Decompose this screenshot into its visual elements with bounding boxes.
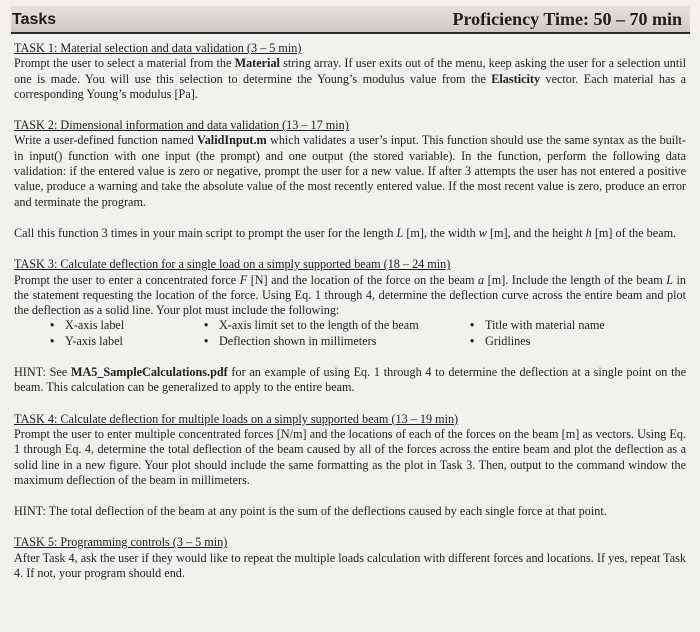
bullet-icon: • [50,333,55,348]
task-4-hint: HINT: The total deflection of the beam at any point is the sum of the deflections caused by each single force at that point. [14,504,607,519]
task-5-heading: TASK 5: Programming controls (3 – 5 min) [14,535,228,550]
task-1-heading: TASK 1: Material selection and data validation (3 – 5 min) [14,41,302,55]
task-3-text: Prompt the user to enter a concentrated force F [N] and the location of the force on the beam a [m]. Include the length of the beam L in the statement requesting the location of the force. Using Eq. 1 through 4, determine the deflection curve across the entire beam and plot the deflection as a solid line. Your plot must include the following: [14,272,687,318]
task-1-text: Prompt the user to select a material from the Material string array. If user exits out of the menu, keep asking the user for a selection until one is made. You will use this selection to determine the Young’s modulus value from the Elasticity vector. Each material has a corresponding Young’s modulus [Pa]. [14,56,686,101]
task-5-text: After Task 4, ask the user if they would like to repeat the multiple loads calculation with different forces and locations. If yes, repeat Task 4. If not, your program should end. [14,550,686,581]
bullet-icon: • [204,318,209,333]
task-4-text: Prompt the user to enter multiple concentrated forces [N/m] and the locations of each of the forces on the beam [m] as vectors. Using Eq. 1 through Eq. 4, determine the total deflection of the beam caused by all of the forces across the entire beam and plot the deflection as a solid line in a new figure. Your plot should include the same formatting as the plot in Task 3. Then, output to the command window the maximum deflection of the beam in millimeters. [14,426,686,487]
document-body [11,34,690,581]
bullet-icon: • [470,318,475,333]
task-5-section [14,535,686,581]
list-item: • Gridlines [470,333,531,348]
list-item: • Title with material name [470,318,605,333]
bullet-icon: • [470,333,475,348]
task-1-section [14,41,686,102]
header-bar [11,6,690,34]
header-title: Tasks [12,11,57,28]
task-3-section [14,257,686,395]
list-item: • Y-axis label [50,333,123,348]
task-2-heading: TASK 2: Dimensional information and data validation (13 – 17 min) [14,118,349,133]
bullet-icon: • [50,318,55,333]
task-2-text: Write a user-defined function named ValidInput.m which validates a user’s input. This function should use the same syntax as the built-in input() function with one input (the prompt) and one output (the stored variable). In the function, perform the following data validation: if the entered value is zero or negative, prompt the user for a new value. If after 3 attempts the user has not entered a positive value, produce a warning and take the absolute value of the most recently entered value. If the most recent value is zero, produce an error and terminate the program. [14,133,686,209]
list-item: • X-axis label [50,318,125,333]
plot-requirements-list [14,318,686,349]
task-4-section [14,412,686,520]
proficiency-time: Proficiency Time: 50 – 70 min [452,9,682,29]
task-2-section [14,118,686,241]
task-4-heading: TASK 4: Calculate deflection for multiple loads on a simply supported beam (13 – 19 min) [14,411,459,426]
bullet-icon: • [204,333,209,348]
task-3-heading: TASK 3: Calculate deflection for a single load on a simply supported beam (18 – 24 min) [14,257,451,272]
list-item: • Deflection shown in millimeters [204,333,377,348]
task-2-call-text: Call this function 3 times in your main script to prompt the user for the length L [m], the width w [m], and the height h [m] of the beam. [14,225,677,240]
list-item: • X-axis limit set to the length of the beam [204,318,419,333]
task-3-hint: HINT: See MA5_SampleCalculations.pdf for an example of using Eq. 1 through 4 to determine the deflection at a single point on the beam. This calculation can be generalized to apply to the entire beam. [14,365,686,395]
